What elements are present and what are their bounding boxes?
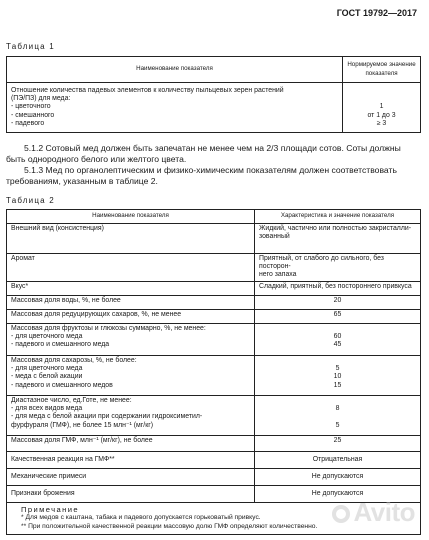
- row-value: Отрицательная: [255, 452, 421, 469]
- row-name: Массовая доля ГМФ, млн⁻¹ (мг/кг), не более: [7, 436, 255, 452]
- table2-caption: Таблица 2: [6, 196, 55, 205]
- table2-header-name: Наименование показателя: [7, 210, 255, 224]
- table-row: [7, 396, 421, 436]
- table-row: [7, 282, 421, 296]
- row-value: Не допускаются: [255, 469, 421, 486]
- table-row: [7, 224, 421, 254]
- row-name: Массовая доля сахарозы, %, не более: - для цветочного меда - меда с белой акации - падевого и смешанного медов: [7, 356, 255, 396]
- table1-row-value: 1 от 1 до 3 ≥ 3: [343, 83, 421, 133]
- paragraph-5-1-2: 5.1.2 Сотовый мед должен быть запечатан не менее чем на 2/3 площади сотов. Соты должны быть однородного белого или желтого цвета.: [6, 143, 401, 164]
- table-row: [7, 436, 421, 452]
- row-value: Жидкий, частично или полностью закристалли- зованный: [255, 224, 421, 254]
- table-row: [7, 296, 421, 310]
- table-row: [7, 469, 421, 486]
- paragraph-5-1-3: 5.1.3 Мед по органолептическим и физико-химическим показателям должен соответствовать требованиям, указанным в таблице 2.: [6, 165, 397, 186]
- note-1: * Для медов с каштана, табака и падевого допускается горьковатый привкус.: [21, 514, 261, 522]
- table-row: [7, 356, 421, 396]
- gost-number: ГОСТ 19792—2017: [336, 8, 417, 18]
- table-row: [7, 310, 421, 324]
- avito-logo-icon: [332, 505, 350, 523]
- row-name: Признаки брожения: [7, 486, 255, 503]
- row-name: Механические примеси: [7, 469, 255, 486]
- table1-header-name: Наименование показателя: [7, 57, 343, 83]
- table1-header-value: Нормируемое значение показателя: [343, 57, 421, 83]
- table1-caption: Таблица 1: [6, 42, 55, 51]
- table-row: [7, 324, 421, 356]
- row-name: Качественная реакция на ГМФ**: [7, 452, 255, 469]
- table-1: [6, 56, 421, 133]
- table1-row: [7, 83, 421, 133]
- row-name: Массовая доля фруктозы и глюкозы суммарно, %, не менее: - для цветочного меда - падевого и смешанного меда: [7, 324, 255, 356]
- table-row: [7, 254, 421, 282]
- table-2: [6, 209, 421, 535]
- row-name: Аромат: [7, 254, 255, 282]
- row-name: Вкус*: [7, 282, 255, 296]
- row-value: 25: [255, 436, 421, 452]
- note-2: ** При положительной качественной реакции массовую долю ГМФ определяют количественно.: [21, 522, 318, 530]
- notes-title: Примечание: [21, 505, 79, 514]
- avito-watermark: Avito: [332, 497, 415, 528]
- row-name: Массовая доля воды, %, не более: [7, 296, 255, 310]
- row-value: Приятный, от слабого до сильного, без посторон- него запаха: [255, 254, 421, 282]
- table-row: [7, 452, 421, 469]
- row-name: Массовая доля редуцирующих сахаров, %, не менее: [7, 310, 255, 324]
- row-value: 8 5: [255, 396, 421, 436]
- row-value: Не допускаются: [255, 486, 421, 503]
- row-value: Сладкий, приятный, без постороннего привкуса: [255, 282, 421, 296]
- row-value: 5 10 15: [255, 356, 421, 396]
- table1-row-name: Отношение количества падевых элементов к количеству пыльцевых зерен растений (ПЭ/ПЗ) для меда: - цветочного - смешанного - падевого: [7, 83, 343, 133]
- row-name: Внешний вид (консистенция): [7, 224, 255, 254]
- row-value: 60 45: [255, 324, 421, 356]
- row-value: 65: [255, 310, 421, 324]
- table2-header-value: Характеристика и значение показателя: [255, 210, 421, 224]
- row-name: Диастазное число, ед.Готе, не менее: - для всех видов меда - для меда с белой акации при содержании гидроксиметил- фурфураля (ГМФ), не более 15 млн⁻¹ (мг/кг): [7, 396, 255, 436]
- row-value: 20: [255, 296, 421, 310]
